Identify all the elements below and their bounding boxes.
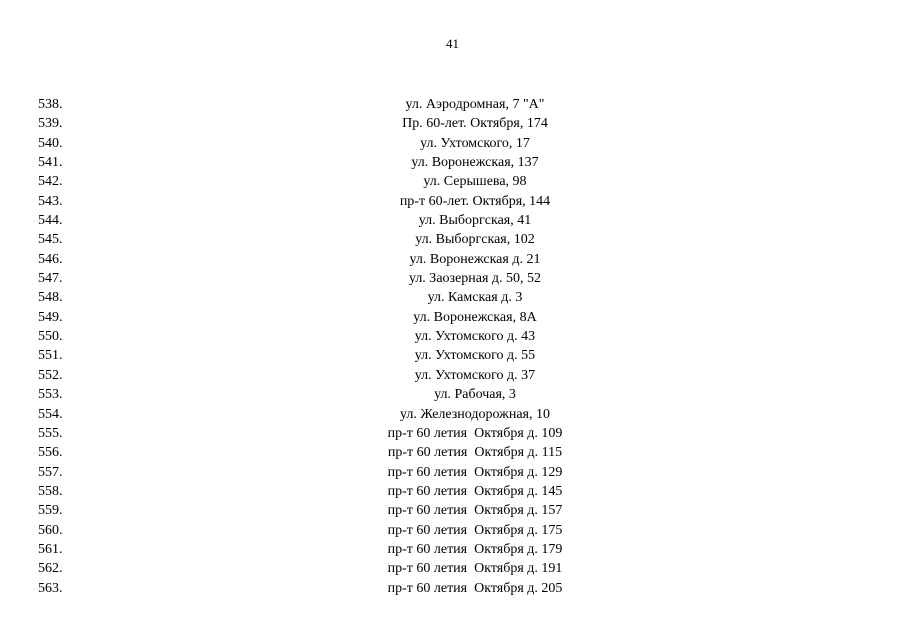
list-row: [0, 559, 905, 578]
list-row: [0, 114, 905, 133]
list-row: [0, 405, 905, 424]
row-number: 559.: [38, 503, 63, 519]
row-address: ул. Аэродромная, 7 "А": [405, 97, 545, 112]
row-address: ул. Ухтомского, 17: [420, 135, 530, 151]
list-row: [0, 308, 905, 327]
row-address: ул. Рабочая, 3: [434, 387, 516, 403]
row-number: 551.: [38, 348, 63, 364]
list-row: [0, 172, 905, 191]
list-row: [0, 230, 905, 249]
row-number: 560.: [38, 522, 63, 538]
row-number: 549.: [38, 309, 63, 325]
list-row: [0, 192, 905, 211]
list-row: [0, 540, 905, 559]
row-address: ул. Выборгская, 41: [418, 213, 532, 229]
list-row: [0, 346, 905, 365]
row-address: пр-т 60 летия Октября д. 129: [387, 464, 563, 480]
row-address: пр-т 60 летия Октября д. 175: [387, 522, 563, 538]
row-number: 543.: [38, 193, 63, 209]
row-address: ул. Ухтомского д. 37: [414, 367, 536, 383]
row-address: ул. Воронежская, 8А: [413, 309, 537, 325]
row-number: 558.: [38, 483, 63, 499]
row-number: 539.: [38, 116, 63, 132]
row-number: 541.: [38, 155, 63, 171]
list-row: [0, 443, 905, 462]
list-row: [0, 521, 905, 540]
row-address: Пр. 60-лет. Октября, 174: [402, 116, 548, 132]
row-address: пр-т 60 летия Октября д. 191: [387, 561, 563, 577]
row-number: 545.: [38, 232, 63, 248]
row-address: пр-т 60 летия Октября д. 179: [387, 541, 563, 557]
row-number: 563.: [38, 580, 63, 596]
list-row: [0, 366, 905, 385]
row-number: 557.: [38, 464, 63, 480]
list-row: [0, 385, 905, 404]
page-number: 41: [446, 36, 459, 51]
row-number: 546.: [38, 251, 63, 267]
row-number: 555.: [38, 425, 63, 441]
row-address: ул. Воронежская д. 21: [409, 251, 541, 267]
row-number: 547.: [38, 271, 63, 287]
list-row: [0, 424, 905, 443]
row-address: ул. Воронежская, 137: [411, 155, 539, 171]
address-list: [0, 95, 905, 598]
row-number: 553.: [38, 387, 63, 403]
list-row: [0, 579, 905, 598]
list-row: [0, 134, 905, 153]
row-address: пр-т 60 летия Октября д. 205: [387, 580, 563, 596]
list-row: [0, 482, 905, 501]
row-address: ул. Серышева, 98: [423, 174, 527, 190]
row-address: ул. Выборгская, 102: [415, 232, 535, 248]
row-address: пр-т 60 летия Октября д. 109: [387, 425, 563, 441]
row-number: 540.: [38, 135, 63, 151]
row-number: 542.: [38, 174, 63, 190]
list-row: [0, 269, 905, 288]
row-number: 548.: [38, 290, 63, 306]
row-number: 562.: [38, 561, 63, 577]
list-row: [0, 501, 905, 520]
row-address: ул. Ухтомского д. 55: [414, 348, 536, 364]
list-row: [0, 95, 905, 114]
list-row: [0, 211, 905, 230]
list-row: [0, 288, 905, 307]
row-address: пр-т 60-лет. Октября, 144: [399, 193, 551, 209]
row-address: ул. Ухтомского д. 43: [414, 329, 536, 345]
list-row: [0, 327, 905, 346]
row-address: ул. Железнодорожная, 10: [399, 406, 550, 422]
row-number: 556.: [38, 445, 63, 461]
row-address: пр-т 60 летия Октября д. 115: [387, 445, 563, 461]
list-row: [0, 153, 905, 172]
row-number: 554.: [38, 406, 63, 422]
row-number: 552.: [38, 367, 63, 383]
row-number: 561.: [38, 541, 63, 557]
row-number: 550.: [38, 329, 63, 345]
row-number: 538.: [38, 97, 63, 112]
row-address: пр-т 60 летия Октября д. 145: [387, 483, 563, 499]
row-number: 544.: [38, 213, 63, 229]
row-address: пр-т 60 летия Октября д. 157: [387, 503, 563, 519]
row-address: ул. Заозерная д. 50, 52: [408, 271, 542, 287]
list-row: [0, 463, 905, 482]
list-row: [0, 250, 905, 269]
row-address: ул. Камская д. 3: [427, 290, 523, 306]
